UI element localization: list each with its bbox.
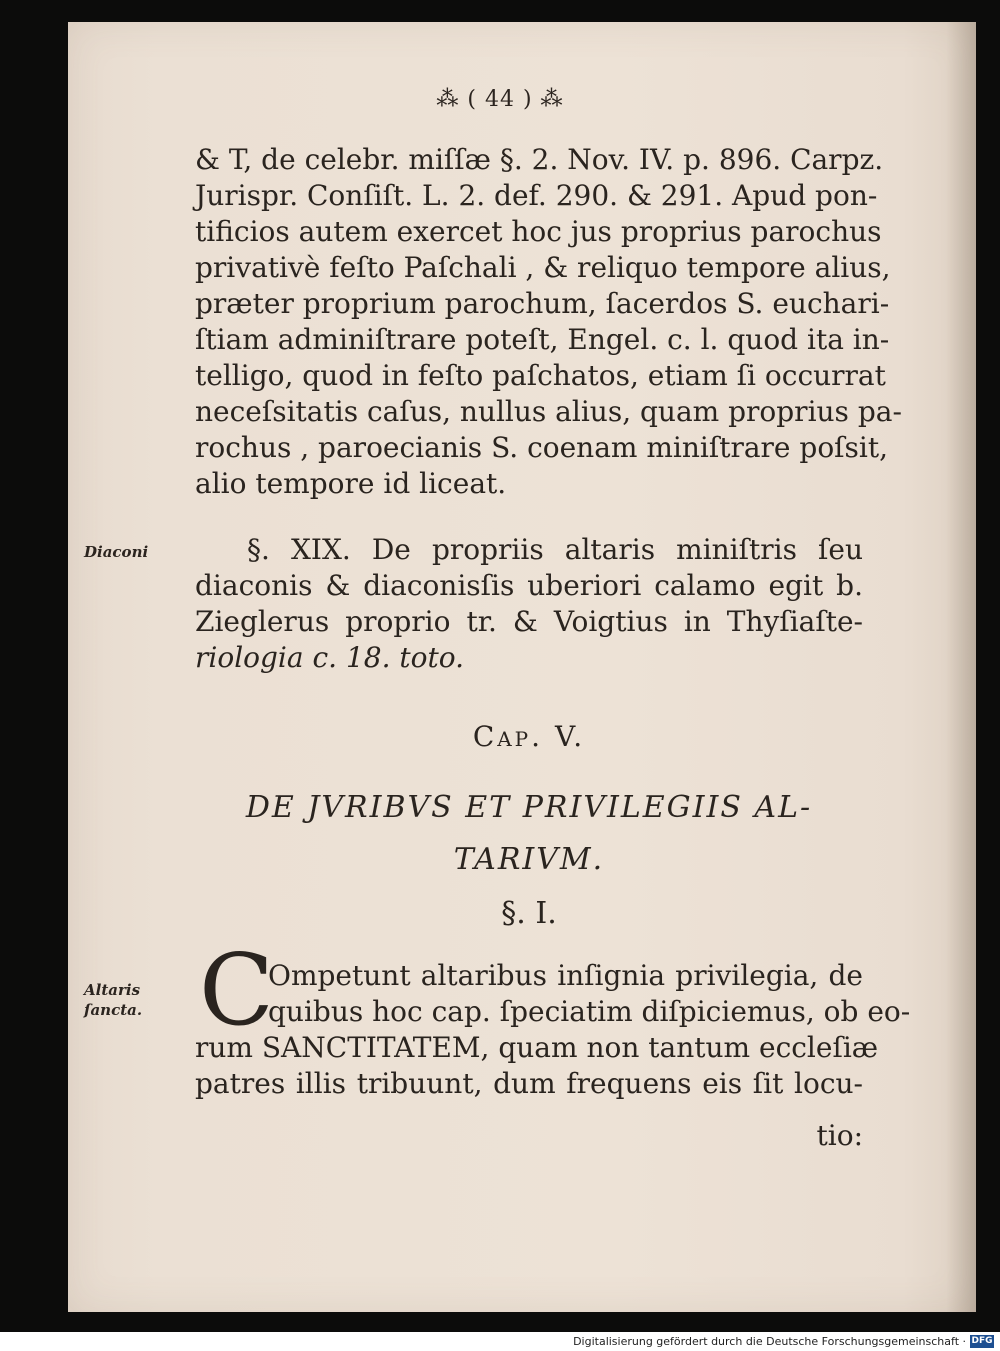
text-line: quibus hoc cap. ſpeciatim diſpiciemus, ob eo-	[268, 995, 911, 1028]
chapter-heading: Cap. V.	[472, 720, 586, 753]
gutter-shadow	[946, 22, 976, 1312]
text-line: privativè feſto Paſchali , & reliquo tempore alius,	[195, 251, 891, 284]
paragraph-3-bottom	[195, 1030, 879, 1102]
dfg-logo-icon: DFG	[971, 1336, 993, 1346]
text-line: tificios autem exercet hoc jus proprius parochus	[195, 215, 882, 248]
text-line: alio tempore id liceat.	[195, 467, 507, 500]
text-line: neceſsitatis caſus, nullus alius, quam proprius pa-	[195, 395, 902, 428]
text-line: ſtiam adminiſtrare poteſt, Engel. c. l. quod ita in-	[195, 323, 890, 356]
catchword-text: tio:	[816, 1119, 863, 1152]
margin-note-diaconi: Diaconi	[84, 543, 149, 561]
margin-note-altaris	[84, 980, 164, 1020]
text-line: rum SANCTITATEM, quam non tantum eccleſiæ	[195, 1031, 879, 1064]
text-line: & T, de celebr. miſſæ §. 2. Nov. IV. p. 896. Carpz.	[195, 143, 884, 176]
text-line: diaconis & diaconisſis uberiori calamo egit b.	[195, 569, 863, 602]
drop-cap: C	[199, 934, 274, 1048]
chapter-title-line: DE JVRIBVS ET PRIVILEGIIS AL-	[245, 790, 813, 825]
text-line: riologia c. 18. toto.	[195, 641, 465, 674]
text-line: patres illis tribuunt, dum frequens eis ſit locu-	[195, 1067, 863, 1100]
margin-note-line: ſancta.	[84, 1001, 143, 1019]
paragraph-1	[195, 142, 902, 502]
text-line: Jurispr. Conſiſt. L. 2. def. 290. & 291. Apud pon-	[195, 179, 878, 212]
text-line: Zieglerus proprio tr. & Voigtius in Thyſiaſte-	[195, 605, 863, 638]
chapter-title	[195, 782, 863, 886]
chapter-title-line: TARIVM.	[453, 842, 605, 877]
text-line: telligo, quod in feſto paſchatos, etiam ſi occurrat	[195, 359, 886, 392]
margin-note-line: Altaris	[84, 981, 141, 999]
paragraph-3-top	[268, 958, 911, 1030]
footer-bar	[0, 1332, 1000, 1351]
text-line: §. XIX. De propriis altaris miniſtris ſeu	[247, 533, 863, 566]
text-line: rochus , paroecianis S. coenam miniſtrare poſsit,	[195, 431, 889, 464]
page-header: ⁂ ( 44 ) ⁂	[436, 87, 564, 112]
catchword	[800, 1118, 863, 1154]
footer-credit: Digitalisierung gefördert durch die Deutsche Forschungsgemeinschaft ·	[573, 1335, 966, 1348]
paragraph-2	[195, 532, 863, 676]
text-line: Ompetunt altaribus inſignia privilegia, de	[268, 959, 863, 992]
section-mark: §. I.	[501, 896, 557, 931]
text-line: præter proprium parochum, ſacerdos S. euchari-	[195, 287, 890, 320]
